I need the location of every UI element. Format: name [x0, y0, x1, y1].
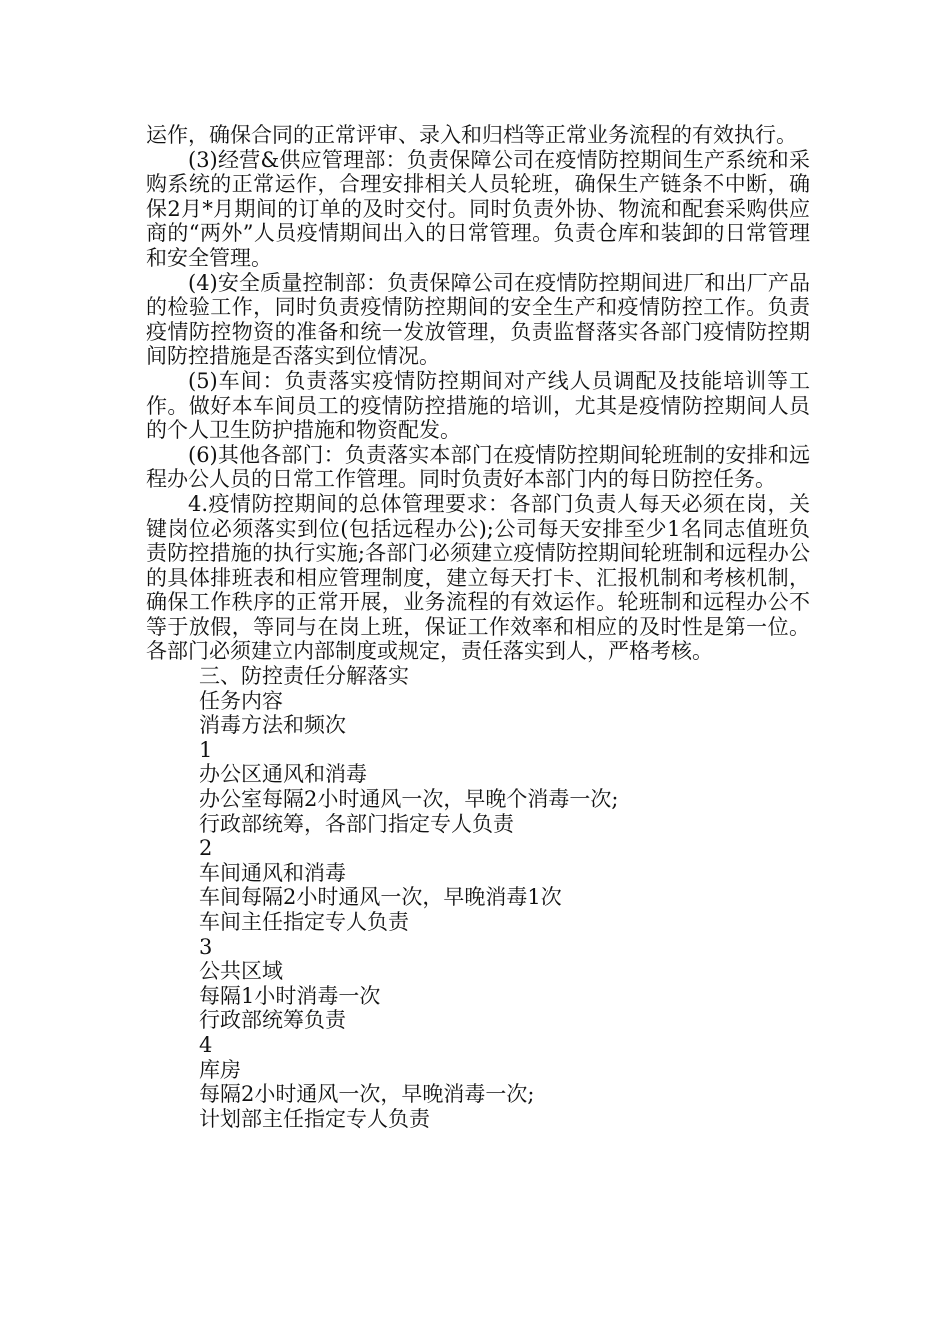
row-method: 车间每隔2小时通风一次，早晚消毒1次: [199, 885, 562, 910]
paragraph-general-requirements: 4.疫情防控期间的总体管理要求：各部门负责人每天必须在岗，关键岗位必须落实到位(包括远程办公);公司每天安排至少1名同志值班负责防控措施的执行实施;各部门必须建立疫情防控期间轮班制和远程办公的具体排班表和相应管理制度，建立每天打卡、汇报机制和考核机制，确保工作秩序的正常开展，业务流程的有效运作。轮班制和远程办公不等于放假，等同与在岗上班，保证工作效率和相应的及时性是第一位。各部门必须建立内部制度或规定，责任落实到人，严格考核。: [146, 491, 810, 664]
paragraph-workshop: (5)车间：负责落实疫情防控期间对产线人员调配及技能培训等工作。做好本车间员工的疫情防控措施的培训，尤其是疫情防控期间人员的个人卫生防护措施和物资配发。: [146, 368, 810, 443]
row-method: 办公室每隔2小时通风一次，早晚个消毒一次;: [199, 787, 619, 812]
row-owner: 行政部统筹负责: [199, 1008, 346, 1033]
section-heading: 三、防控责任分解落实: [199, 664, 409, 689]
paragraph-other-departments: (6)其他各部门：负责落实本部门在疫情防控期间轮班制的安排和远程办公人员的日常工作管理。同时负责好本部门内的每日防控任务。: [146, 442, 810, 492]
row-method: 每隔1小时消毒一次: [199, 983, 381, 1008]
row-task: 车间通风和消毒: [199, 860, 346, 885]
row-task: 公共区域: [199, 959, 283, 984]
paragraph-operations-supply: (3)经营&供应管理部：负责保障公司在疫情防控期间生产系统和采购系统的正常运作，合理安排相关人员轮班，确保生产链条不中断，确保2月*月期间的订单的及时交付。同时负责外协、物流和配套采购供应商的“两外”人员疫情期间出入的日常管理。负责仓库和装卸的日常管理和安全管理。: [146, 147, 810, 270]
row-number: 4: [199, 1032, 213, 1057]
document-body: [146, 123, 810, 1131]
row-owner: 计划部主任指定专人负责: [199, 1106, 430, 1131]
row-number: 2: [199, 836, 213, 861]
row-task: 库房: [199, 1057, 241, 1082]
row-number: 3: [199, 934, 213, 959]
paragraph-contract-process: 运作，确保合同的正常评审、录入和归档等正常业务流程的有效执行。: [146, 123, 797, 147]
table-header-task: 任务内容: [199, 688, 283, 713]
row-task: 办公区通风和消毒: [199, 762, 367, 787]
paragraph-safety-quality: (4)安全质量控制部：负责保障公司在疫情防控期间进厂和出厂产品的检验工作，同时负责疫情防控期间的安全生产和疫情防控工作。负责疫情防控物资的准备和统一发放管理，负责监督落实各部门疫情防控期间防控措施是否落实到位情况。: [146, 270, 810, 369]
row-owner: 行政部统筹，各部门指定专人负责: [199, 811, 514, 836]
row-method: 每隔2小时通风一次，早晚消毒一次;: [199, 1082, 535, 1107]
row-owner: 车间主任指定专人负责: [199, 910, 409, 934]
row-number: 1: [199, 737, 213, 762]
table-header-method: 消毒方法和频次: [199, 713, 346, 738]
